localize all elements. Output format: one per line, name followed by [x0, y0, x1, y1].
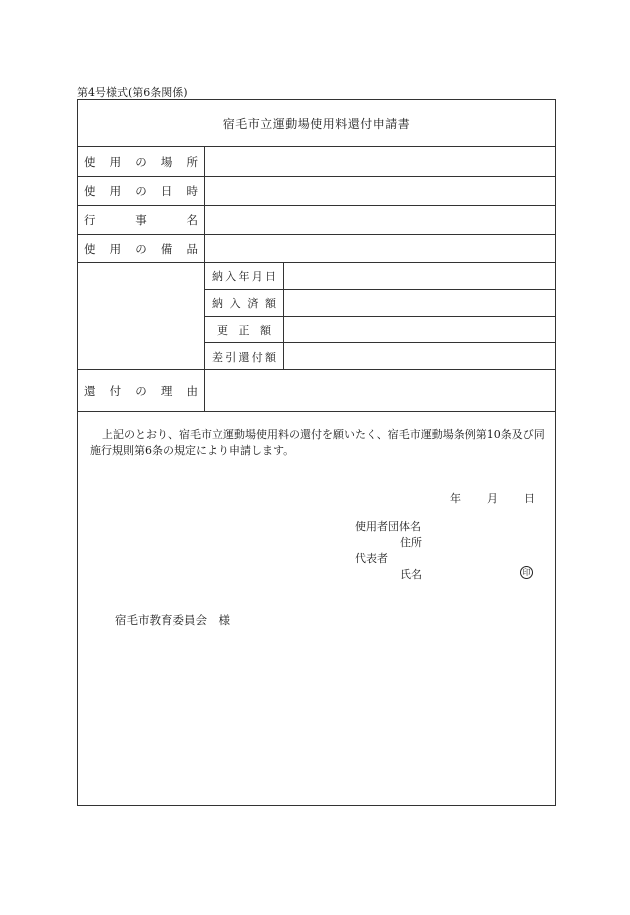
- row-equipment: [78, 235, 555, 263]
- form-number-label: 第4号様式(第6条関係): [77, 86, 188, 99]
- label-datetime: 使 用 の 日 時: [78, 177, 205, 205]
- row-paid-amount: [205, 290, 555, 317]
- application-form: [77, 99, 556, 806]
- label-equipment: 使 用 の 備 品: [78, 235, 205, 262]
- date-month: 月: [487, 492, 498, 505]
- seal-icon: 印: [520, 566, 533, 579]
- label-paid-amount: 納 入 済 額: [205, 290, 284, 316]
- label-name: 氏名: [400, 568, 422, 581]
- row-event: [78, 206, 555, 235]
- label-payment-date: 納 入 年 月 日: [205, 263, 284, 289]
- date-year: 年: [450, 492, 461, 505]
- row-place: [78, 147, 555, 177]
- label-reason: 還 付 の 理 由: [78, 370, 205, 411]
- label-refund-amount: 差 引 還 付 額: [205, 343, 284, 370]
- row-payment-date: [205, 263, 555, 290]
- label-event: 行 事 名: [78, 206, 205, 234]
- date-day: 日: [524, 492, 535, 505]
- application-statement: 上記のとおり、宿毛市立運動場使用料の還付を願いたく、宿毛市運動場条例第10条及び同施行規則第6条の規定により申請します。: [90, 428, 545, 457]
- addressee: 宿毛市教育委員会 様: [115, 613, 230, 627]
- label-address: 住所: [400, 536, 422, 549]
- label-place: 使 用 の 場 所: [78, 147, 205, 176]
- payment-section-left: [78, 263, 205, 369]
- row-reason: [78, 370, 555, 412]
- label-corrected-amount: 更 正 額: [205, 317, 284, 342]
- payment-section: [78, 263, 555, 370]
- row-refund-amount: [205, 343, 555, 370]
- row-corrected-amount: [205, 317, 555, 343]
- label-org-name: 使用者団体名: [355, 520, 421, 533]
- row-datetime: [78, 177, 555, 206]
- form-title: 宿毛市立運動場使用料還付申請書: [78, 100, 555, 147]
- label-representative: 代表者: [355, 552, 388, 565]
